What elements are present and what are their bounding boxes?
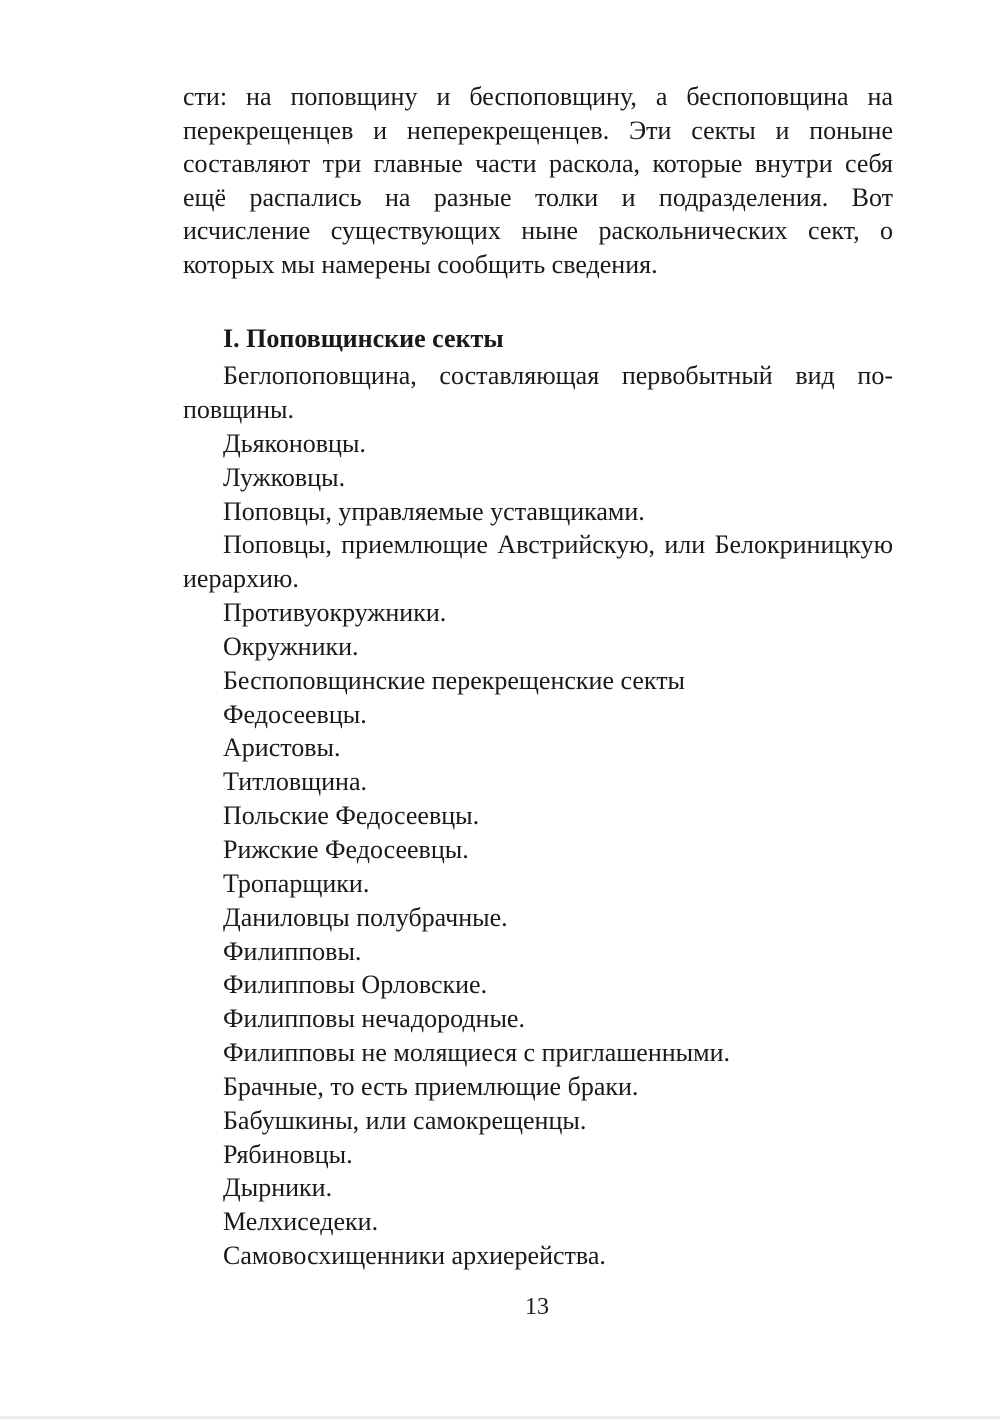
list-item: Филипповы Орловские.: [223, 970, 488, 1000]
intro-paragraph: сти: на поповщину и беспоповщину, а беспоповщина на перекрещенцев и неперекрещенцев. Эти секты и поныне составляют три главные части раскола, которые внутри себя ещё распались на разные толки и подразделения. Вот исчисление существующих ныне раскольнических сект, о которых мы намерены сообщить сведения.: [183, 82, 893, 279]
list-item: Противуокружники.: [223, 598, 447, 628]
list-item: Аристовы.: [223, 733, 341, 763]
page-number: 13: [525, 1294, 549, 1320]
list-item: Дырники.: [223, 1173, 333, 1203]
list-item: Мелхиседеки.: [223, 1207, 379, 1237]
list-item: Филипповы не молящиеся с приглашенными.: [223, 1038, 730, 1068]
list-item: Лужковцы.: [223, 462, 346, 492]
list-item: Беспоповщинские перекрещенские секты: [223, 665, 686, 695]
list-item: Дьяконовцы.: [223, 428, 366, 458]
list-item: Филипповы нечадородные.: [223, 1004, 525, 1034]
list-item: Польские Федосеевцы.: [223, 801, 480, 831]
list-item: Титловщина.: [223, 767, 368, 797]
list-item: Брачные, то есть приемлющие браки.: [223, 1071, 639, 1101]
list-item: Окружники.: [223, 631, 359, 661]
section-heading: I. Поповщинские секты: [223, 323, 504, 353]
list-item: Тропарщики.: [223, 868, 370, 898]
list-item: Рижские Федосеевцы.: [223, 834, 469, 864]
list-item: Самовосхищенники архиерейства.: [223, 1241, 606, 1271]
sect-list: [183, 359, 893, 1273]
list-item: Поповцы, приемлющие Австрийскую, или Белокриницкую иерархию.: [183, 530, 893, 594]
list-item: Даниловцы полубрачные.: [223, 902, 508, 932]
list-item: Рябиновцы.: [223, 1139, 353, 1169]
list-item: Бабушкины, или самокрещенцы.: [223, 1105, 587, 1135]
list-item: Федосеевцы.: [223, 699, 367, 729]
list-item: Филипповы.: [223, 936, 362, 966]
list-item: Беглопоповщина, составляющая первобытный вид поповщины.: [183, 361, 893, 424]
page-text: [183, 80, 893, 1273]
list-item: Поповцы, управляемые уставщиками.: [223, 496, 645, 526]
